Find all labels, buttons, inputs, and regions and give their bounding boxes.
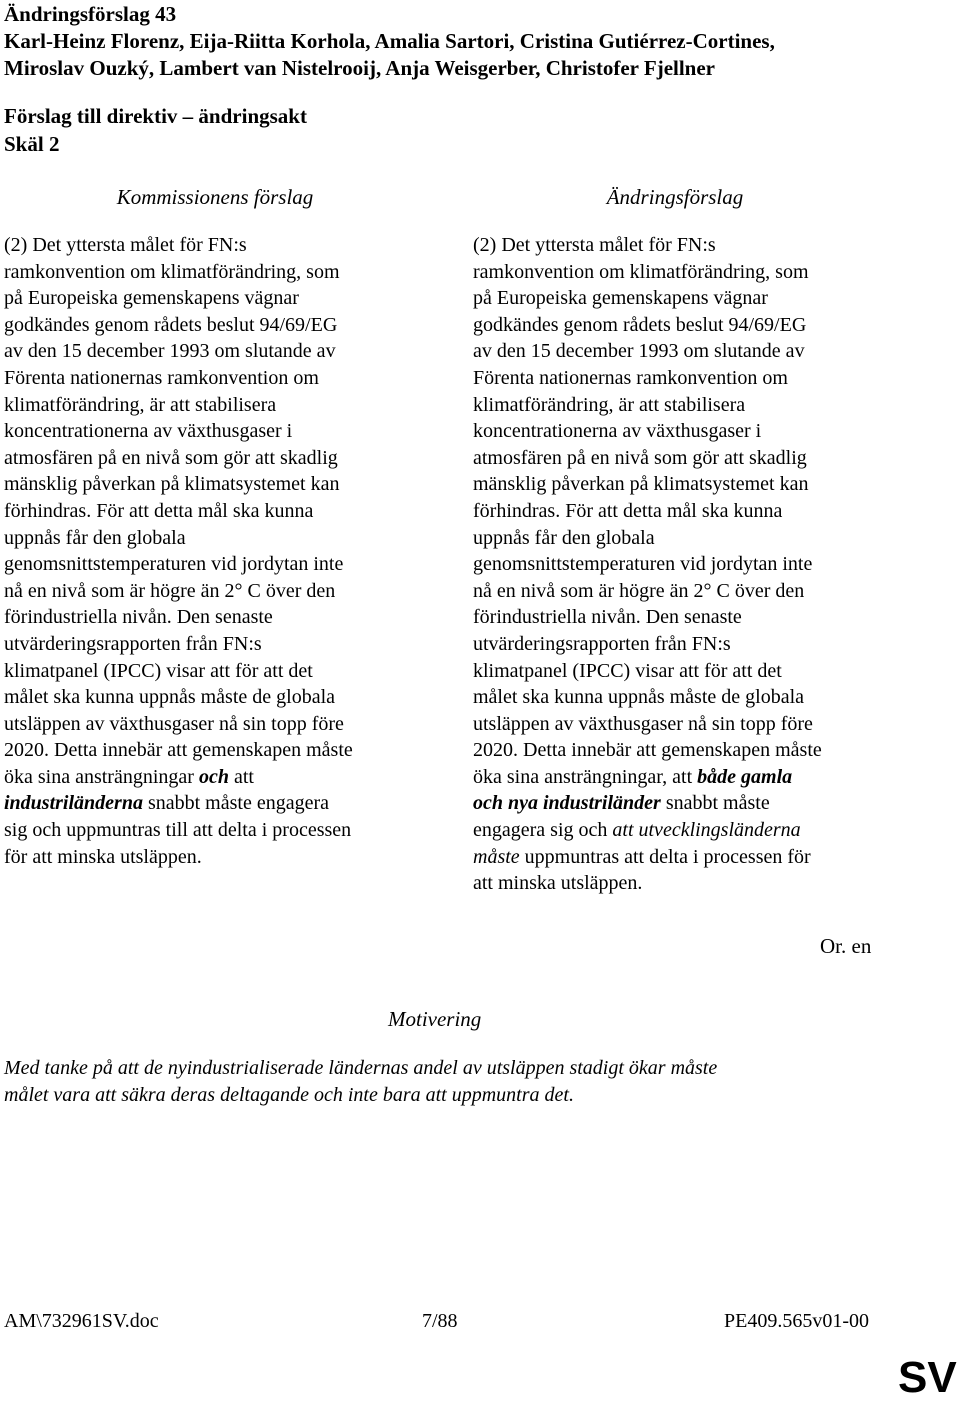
column-heading-amendment: Ändringsförslag (606, 185, 744, 209)
text-run: snabbt måste engagera (142, 792, 329, 815)
text-line (473, 790, 822, 817)
text-line: klimatförändring, är att stabilisera (473, 393, 746, 416)
text-line: godkändes genom rådets beslut 94/69/EG (473, 313, 807, 336)
text-line: förhindras. För att detta mål ska kunna (473, 499, 783, 522)
column-heading-commission: Kommissionens förslag (116, 185, 314, 209)
text-line: av den 15 december 1993 om slutande av (473, 340, 805, 363)
text-run: uppmuntras att delta i processen för (519, 845, 811, 868)
emphasis-deleted: och (198, 765, 229, 788)
text-line: målet ska kunna uppnås måste de globala (473, 686, 805, 709)
text-line: uppnås får den globala (473, 526, 655, 549)
text-line: förindustriella nivån. Den senaste (4, 606, 273, 629)
text-line: mänsklig påverkan på klimatsystemet kan (473, 473, 809, 496)
text-line: ramkonvention om klimatförändring, som (4, 260, 340, 283)
text-line: ramkonvention om klimatförändring, som (473, 260, 809, 283)
text-line: på Europeiska gemenskapens vägnar (4, 287, 299, 310)
text-line: 2020. Detta innebär att gemenskapen måste (4, 739, 353, 762)
text-line: förindustriella nivån. Den senaste (473, 606, 742, 629)
emphasis-added: måste (473, 845, 520, 868)
authors-line: Miroslav Ouzký, Lambert van Nistelrooij, Anja Weisgerber, Christofer Fjellner (4, 56, 716, 80)
text-line: atmosfären på en nivå som gör att skadlig (4, 446, 338, 469)
text-line: Förenta nationernas ramkonvention om (473, 366, 788, 389)
text-line: mänsklig påverkan på klimatsystemet kan (4, 473, 340, 496)
text-line: genomsnittstemperaturen vid jordytan inte (473, 553, 813, 576)
footer-document-reference: AM\732961SV.doc (4, 1310, 159, 1332)
authors-line: Karl-Heinz Florenz, Eija-Riitta Korhola, Amalia Sartori, Cristina Gutiérrez-Cortines, (4, 29, 775, 53)
recital-number: Skäl 2 (4, 132, 60, 156)
commission-text-column (4, 232, 353, 870)
text-run: öka sina ansträngningar, att (473, 765, 698, 788)
text-line: (2) Det yttersta målet för FN:s (473, 234, 716, 256)
text-line (473, 844, 822, 871)
text-run: snabbt måste (660, 792, 770, 815)
language-badge: SV (898, 1353, 957, 1402)
text-line (473, 817, 822, 844)
proposal-reference (4, 102, 307, 158)
text-line: att minska utsläppen. (473, 872, 643, 895)
text-line: atmosfären på en nivå som gör att skadlig (473, 446, 807, 469)
amendment-text-column (473, 232, 822, 897)
text-line: nå en nivå som är högre än 2° C över den (473, 579, 805, 602)
text-line: Förenta nationernas ramkonvention om (4, 366, 319, 389)
footer-pe-reference: PE409.565v01-00 (724, 1310, 869, 1332)
text-line: koncentrationerna av växthusgaser i (4, 420, 293, 443)
text-line: för att minska utsläppen. (4, 845, 202, 868)
authors (4, 28, 954, 82)
text-line: godkändes genom rådets beslut 94/69/EG (4, 313, 338, 336)
emphasis-added: både gamla (697, 765, 793, 788)
original-language-note: Or. en (820, 934, 872, 958)
text-line: sig och uppmuntras till att delta i processen (4, 819, 352, 842)
text-line (4, 764, 353, 791)
text-line: 2020. Detta innebär att gemenskapen måste (473, 739, 822, 762)
text-line: utsläppen av växthusgaser nå sin topp före (4, 712, 344, 735)
text-line: klimatförändring, är att stabilisera (4, 393, 277, 416)
emphasis-deleted: industriländerna (4, 792, 143, 815)
text-line: utsläppen av växthusgaser nå sin topp före (473, 712, 813, 735)
text-line: målet vara att säkra deras deltagande och inte bara att uppmuntra det. (4, 1083, 574, 1106)
justification-heading: Motivering (388, 1007, 482, 1031)
text-line (473, 764, 822, 791)
text-line: (2) Det yttersta målet för FN:s (4, 234, 247, 256)
text-line (4, 790, 353, 817)
text-run: att (228, 765, 254, 788)
justification-text (4, 1055, 717, 1108)
text-run: öka sina ansträngningar (4, 765, 199, 788)
text-line: utvärderingsrapporten från FN:s (4, 632, 262, 655)
text-line: förhindras. För att detta mål ska kunna (4, 499, 314, 522)
emphasis-added: och nya industriländer (473, 792, 661, 815)
footer-page-number: 7/88 (422, 1310, 458, 1332)
text-line: målet ska kunna uppnås måste de globala (4, 686, 336, 709)
proposal-type: Förslag till direktiv – ändringsakt (4, 104, 307, 128)
text-line: av den 15 december 1993 om slutande av (4, 340, 336, 363)
emphasis-added: att utvecklingsländerna (612, 819, 801, 842)
text-line: Med tanke på att de nyindustrialiserade ländernas andel av utsläppen stadigt ökar måste (4, 1057, 718, 1079)
text-line: uppnås får den globala (4, 526, 186, 549)
text-line: nå en nivå som är högre än 2° C över den (4, 579, 336, 602)
text-line: klimatpanel (IPCC) visar att för att det (473, 659, 782, 682)
text-run: engagera sig och (473, 819, 613, 842)
text-line: koncentrationerna av växthusgaser i (473, 420, 762, 443)
text-line: klimatpanel (IPCC) visar att för att det (4, 659, 313, 682)
text-line: genomsnittstemperaturen vid jordytan inte (4, 553, 344, 576)
text-line: utvärderingsrapporten från FN:s (473, 632, 731, 655)
text-line: på Europeiska gemenskapens vägnar (473, 287, 768, 310)
amendment-title: Ändringsförslag 43 (4, 2, 177, 26)
